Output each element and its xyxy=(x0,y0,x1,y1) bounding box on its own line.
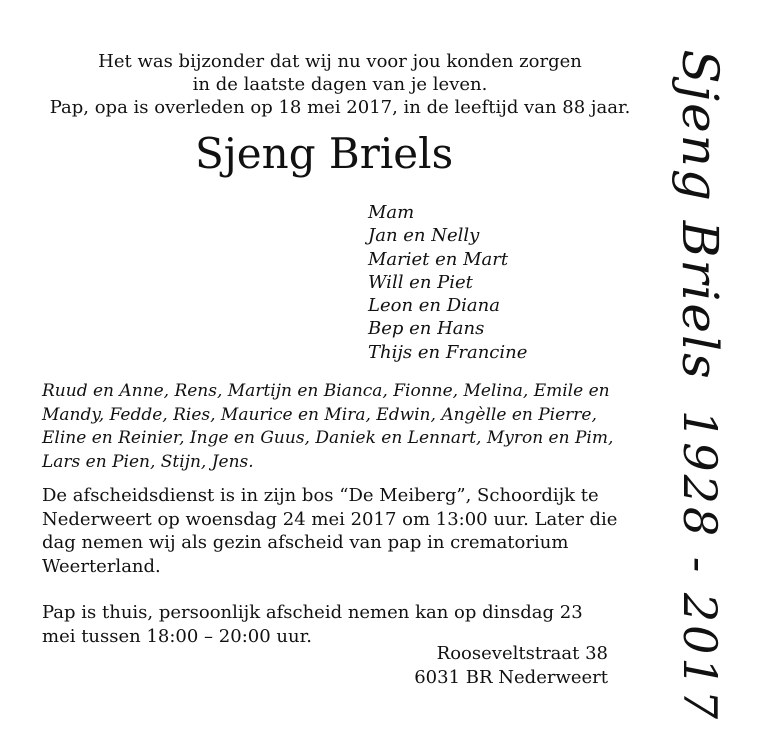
intro-text xyxy=(30,50,650,119)
family-member: Leon en Diana xyxy=(368,295,500,317)
family-list xyxy=(368,201,527,364)
family-member: Mariet en Mart xyxy=(368,248,509,270)
family-member: Will en Piet xyxy=(368,271,473,293)
deceased-name: Sjeng Briels xyxy=(195,129,454,178)
grandchildren-line: Ruud en Anne, Rens, Martijn en Bianca, Fionne, Melina, Emile en xyxy=(42,381,610,401)
visit-line: Pap is thuis, persoonlijk afscheid nemen kan op dinsdag 23 xyxy=(42,602,583,623)
intro-line: in de laatste dagen van je leven. xyxy=(192,74,488,95)
grandchildren-list xyxy=(42,380,613,474)
family-member: Mam xyxy=(368,202,415,223)
service-info xyxy=(42,484,617,578)
side-name-vertical: Sjeng Briels xyxy=(671,49,729,381)
side-years-vertical: 1928 - 2017 xyxy=(673,410,727,722)
family-member: Jan en Nelly xyxy=(368,225,480,247)
service-line: Weerterland. xyxy=(42,555,161,577)
grandchildren-line: Mandy, Fedde, Ries, Maurice en Mira, Edwin, Angèlle en Pierre, xyxy=(42,404,597,425)
service-line: dag nemen wij als gezin afscheid van pap in crematorium xyxy=(42,532,569,553)
visit-info xyxy=(42,601,583,648)
family-member: Thijs en Francine xyxy=(368,341,528,363)
service-line: De afscheidsdienst is in zijn bos “De Meiberg”, Schoordijk te xyxy=(42,485,599,506)
intro-line: Het was bijzonder dat wij nu voor jou konden zorgen xyxy=(98,51,582,72)
address-city: 6031 BR Nederweert xyxy=(414,667,608,688)
address-block xyxy=(414,642,608,690)
intro-line: Pap, opa is overleden op 18 mei 2017, in de leeftijd van 88 jaar. xyxy=(49,97,631,118)
service-line: Nederweert op woensdag 24 mei 2017 om 13:00 uur. Later die xyxy=(42,508,618,530)
address-street: Rooseveltstraat 38 xyxy=(436,643,608,664)
grandchildren-line: Eline en Reinier, Inge en Guus, Daniek en Lennart, Myron en Pim, xyxy=(42,428,614,448)
family-member: Bep en Hans xyxy=(368,318,485,340)
grandchildren-line: Lars en Pien, Stijn, Jens. xyxy=(42,451,254,472)
visit-line: mei tussen 18:00 – 20:00 uur. xyxy=(42,625,312,647)
